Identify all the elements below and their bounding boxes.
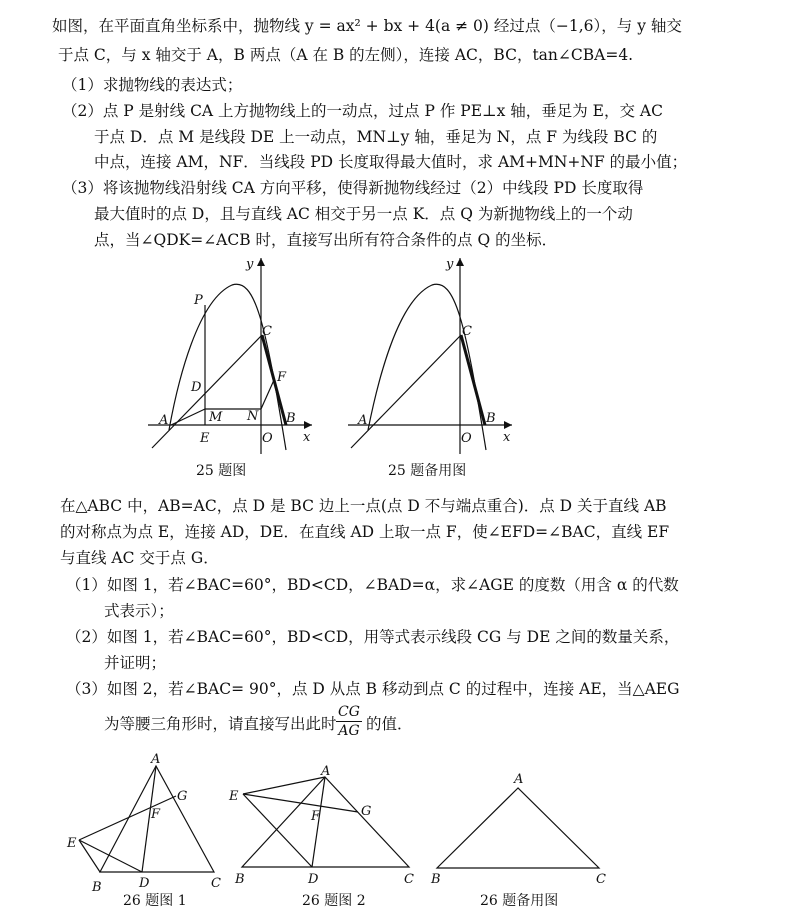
p25-question-3b: 最大值时的点 D，且与直线 AC 相交于另一点 K．点 Q 为新抛物线上的一个动 [94, 205, 633, 223]
p26-line-3: 与直线 AC 交于点 G． [60, 549, 219, 567]
p26f2-label-F: F [311, 809, 321, 824]
p25-question-1: （1）求抛物线的表达式； [62, 76, 243, 94]
fig-label-C: C [262, 324, 272, 339]
p25-line-1: 如图，在平面直角坐标系中，抛物线 y = ax² + bx + 4(a ≠ 0) 经过点（−1,6），与 y 轴交 [52, 17, 682, 35]
p26-line-2: 的对称点为点 E，连接 AD，DE．在直线 AD 上取一点 F，使∠EFD=∠BAC，直线 EF [60, 523, 670, 541]
fig2-label-x: x [503, 430, 511, 445]
p26-caption-3: 26 题备用图 [480, 893, 559, 909]
fig-label-P: P [194, 293, 203, 308]
p26-question-3a: （3）如图 2，若∠BAC= 90°，点 D 从点 B 移动到点 C 的过程中，连接 AE，当△AEG [66, 680, 680, 698]
p26f1-label-A: A [151, 752, 161, 767]
p26-question-3b-pre: 为等腰三角形时，请直接写出此时 [104, 715, 337, 733]
fig2-label-C: C [462, 324, 472, 339]
fig-label-x: x [303, 430, 311, 445]
p26f3-label-C: C [596, 872, 606, 887]
p26f2-label-B: B [235, 872, 245, 887]
p26-figure-1 [79, 766, 214, 872]
p26f1-label-D: D [139, 876, 150, 891]
p26f2-label-D: D [308, 872, 319, 887]
fig-label-E: E [200, 431, 210, 446]
fig-label-M: M [209, 410, 223, 425]
p25-question-3c: 点，当∠QDK=∠ACB 时，直接写出所有符合条件的点 Q 的坐标． [94, 231, 558, 249]
p26f1-label-G: G [177, 789, 188, 804]
p26-question-2b: 并证明； [104, 654, 167, 672]
fig2-label-B: B [486, 411, 496, 426]
fig-label-B: B [286, 411, 296, 426]
p26-question-1a: （1）如图 1，若∠BAC=60°，BD<CD，∠BAD=α，求∠AGE 的度数（用含 α 的代数 [66, 576, 679, 594]
p26-figure-backup [437, 788, 599, 868]
p26-question-1b: 式表示）； [104, 602, 174, 620]
p26f1-label-B: B [92, 880, 102, 895]
p25-question-2c: 中点，连接 AM，NF．当线段 PD 长度取得最大值时，求 AM+MN+NF 的最小值； [94, 153, 688, 171]
p26-question-3b-post: 的值． [366, 715, 413, 733]
fig-label-y: y [246, 257, 254, 272]
p26-figure-2 [242, 777, 409, 867]
p26-question-2a: （2）如图 1，若∠BAC=60°，BD<CD，用等式表示线段 CG 与 DE 之间的数量关系， [66, 628, 680, 646]
p26f2-label-C: C [404, 872, 414, 887]
p26f2-label-E: E [229, 789, 239, 804]
p25-question-2b: 于点 D．点 M 是线段 DE 上一动点，MN⊥y 轴，垂足为 N，点 F 为线段 BC 的 [94, 128, 658, 146]
p26f1-label-E: E [67, 836, 77, 851]
p26f2-label-G: G [361, 804, 372, 819]
p25-question-3a: （3）将该抛物线沿射线 CA 方向平移，使得新抛物线经过（2）中线段 PD 长度取得 [62, 179, 644, 197]
fig2-label-A: A [358, 413, 368, 428]
p26-fraction [336, 704, 362, 739]
p26-line-1: 在△ABC 中，AB=AC，点 D 是 BC 边上一点(点 D 不与端点重合)．点 D 关于直线 AB [60, 497, 667, 515]
fraction-denominator: AG [338, 723, 360, 739]
p26f1-label-C: C [211, 876, 221, 891]
p26-caption-2: 26 题图 2 [302, 893, 366, 909]
fig2-label-O: O [461, 431, 472, 446]
p26f3-label-A: A [514, 772, 524, 787]
p25-caption-1: 25 题图 [196, 463, 247, 479]
p26f3-label-B: B [431, 872, 441, 887]
p26f1-label-F: F [151, 807, 161, 822]
p25-caption-2: 25 题备用图 [388, 463, 467, 479]
fig2-label-y: y [446, 257, 454, 272]
fig-label-O: O [262, 431, 273, 446]
fig-label-N: N [247, 409, 259, 424]
p26-caption-1: 26 题图 1 [123, 893, 187, 909]
fig-label-D: D [191, 380, 202, 395]
p26f2-label-A: A [321, 764, 331, 779]
fraction-numerator: CG [338, 704, 360, 720]
p25-line-2: 于点 C，与 x 轴交于 A，B 两点（A 在 B 的左侧），连接 AC，BC，tan∠CBA=4. [58, 46, 634, 64]
fig-label-A: A [159, 413, 169, 428]
fig-label-F: F [277, 370, 287, 385]
p25-question-2a: （2）点 P 是射线 CA 上方抛物线上的一动点，过点 P 作 PE⊥x 轴，垂足为 E，交 AC [62, 102, 663, 120]
